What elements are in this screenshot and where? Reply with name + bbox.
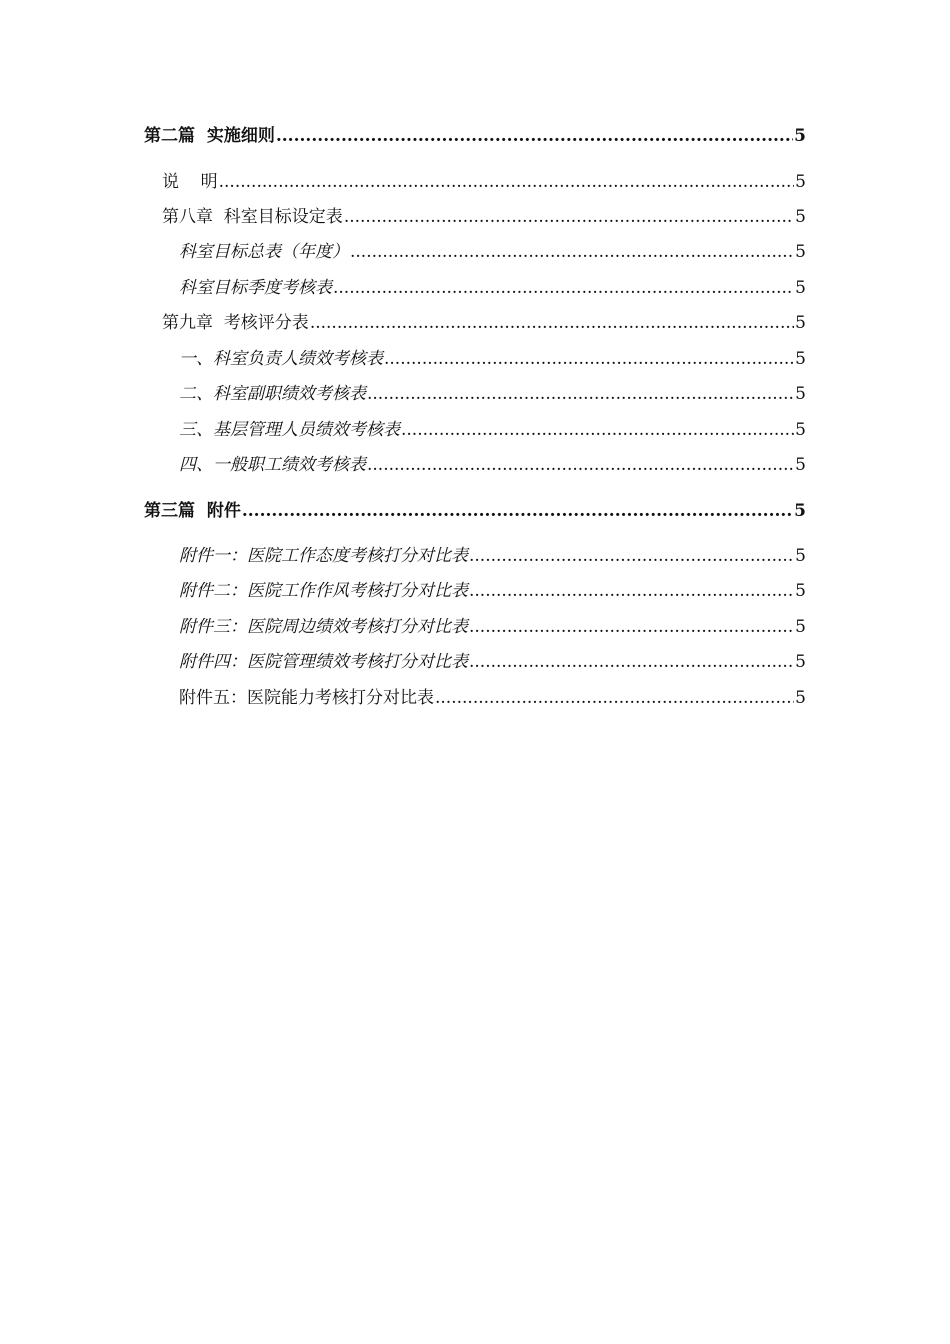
toc-leader-dots — [310, 312, 794, 334]
toc-page-number: 5 — [795, 420, 806, 440]
toc-page-number: 5 — [795, 617, 806, 637]
toc-entry-deputy-table[interactable] — [179, 383, 806, 405]
toc-entry-appendix-four[interactable] — [179, 651, 806, 673]
toc-leader-dots — [367, 454, 794, 476]
toc-entry-chapter-eight[interactable] — [162, 206, 806, 228]
toc-entry-description[interactable] — [162, 171, 806, 193]
toc-leader-dots — [469, 616, 794, 638]
toc-entry-label: 科室目标总表（年度） — [179, 242, 349, 262]
toc-leader-dots — [367, 383, 794, 405]
toc-leader-dots — [344, 206, 794, 228]
toc-page-number: 5 — [795, 313, 806, 333]
toc-leader-dots — [469, 651, 794, 673]
toc-leader-dots — [276, 125, 793, 147]
toc-entry-label: 第三篇 附件 — [144, 501, 241, 521]
toc-leader-dots — [384, 348, 794, 370]
toc-page-number: 5 — [795, 278, 806, 298]
toc-entry-label: 说 明 — [162, 172, 218, 192]
toc-leader-dots — [219, 171, 795, 193]
toc-leader-dots — [350, 241, 794, 263]
toc-page-number: 5 — [795, 242, 806, 262]
toc-entry-appendix-two[interactable] — [179, 580, 806, 602]
toc-entry-part-three[interactable] — [144, 500, 806, 522]
toc-page-number: 5 — [795, 455, 806, 475]
toc-entry-label: 附件二：医院工作作风考核打分对比表 — [179, 581, 468, 601]
toc-page-number: 5 — [795, 688, 806, 708]
toc-page-number: 5 — [795, 546, 806, 566]
toc-leader-dots — [401, 419, 794, 441]
toc-entry-label: 第九章 考核评分表 — [162, 313, 309, 333]
toc-entry-label: 三、基层管理人员绩效考核表 — [179, 420, 400, 440]
toc-page-number: 5 — [794, 126, 806, 146]
toc-entry-part-two[interactable] — [144, 125, 806, 147]
toc-leader-dots — [242, 500, 793, 522]
toc-leader-dots — [435, 687, 794, 709]
toc-entry-label: 附件三：医院周边绩效考核打分对比表 — [179, 617, 468, 637]
toc-page-number: 5 — [795, 384, 806, 404]
toc-entry-label: 附件一：医院工作态度考核打分对比表 — [179, 546, 468, 566]
toc-leader-dots — [469, 545, 794, 567]
toc-page-number: 5 — [794, 501, 806, 521]
toc-page-number: 5 — [795, 172, 806, 192]
toc-entry-chapter-nine[interactable] — [162, 312, 806, 334]
toc-entry-label: 二、科室副职绩效考核表 — [179, 384, 366, 404]
toc-entry-appendix-one[interactable] — [179, 545, 806, 567]
toc-leader-dots — [333, 277, 794, 299]
toc-entry-label: 附件五：医院能力考核打分对比表 — [179, 688, 434, 708]
toc-entry-appendix-three[interactable] — [179, 616, 806, 638]
toc-page-number: 5 — [795, 207, 806, 227]
toc-page-number: 5 — [795, 581, 806, 601]
toc-entry-label: 四、一般职工绩效考核表 — [179, 455, 366, 475]
toc-leader-dots — [469, 580, 794, 602]
toc-entry-label: 科室目标季度考核表 — [179, 278, 332, 298]
toc-entry-annual-target-table[interactable] — [179, 241, 806, 263]
toc-entry-appendix-five[interactable] — [179, 687, 806, 709]
toc-entry-grassroots-manager-table[interactable] — [179, 419, 806, 441]
toc-page-number: 5 — [795, 349, 806, 369]
toc-entry-label: 附件四：医院管理绩效考核打分对比表 — [179, 652, 468, 672]
toc-entry-dept-head-table[interactable] — [179, 348, 806, 370]
toc-entry-label: 一、科室负责人绩效考核表 — [179, 349, 383, 369]
toc-entry-quarterly-target-table[interactable] — [179, 277, 806, 299]
toc-entry-general-staff-table[interactable] — [179, 454, 806, 476]
toc-page-number: 5 — [795, 652, 806, 672]
toc-entry-label: 第八章 科室目标设定表 — [162, 207, 343, 227]
toc-entry-label: 第二篇 实施细则 — [144, 126, 275, 146]
